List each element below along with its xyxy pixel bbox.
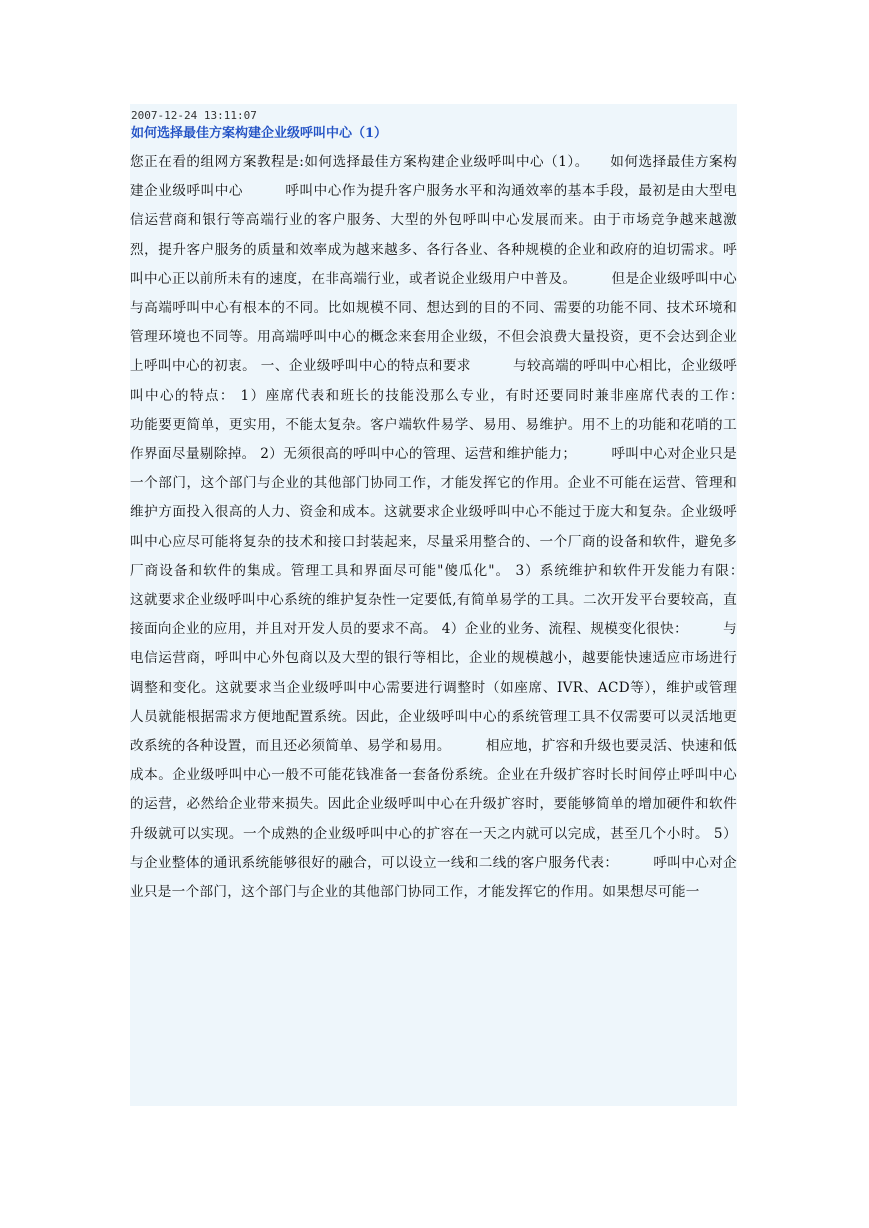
article-title[interactable]: 如何选择最佳方案构建企业级呼叫中心（1） — [131, 126, 388, 141]
post-timestamp: 2007-12-24 13:11:07 — [131, 109, 257, 122]
article-container — [130, 104, 779, 1106]
article-body: 您正在看的组网方案教程是:如何选择最佳方案构建企业级呼叫中心（1）。 如何选择最佳方案构建企业级呼叫中心 呼叫中心作为提升客户服务水平和沟通效率的基本手段，最初是由大型电信运营商和银行等高端行业的客户服务、大型的外包呼叫中心发展而来。由于市场竞争越来越激烈，提升客户服务的质量和效率成为越来越多、各行各业、各种规模的企业和政府的迫切需求。呼叫中心正以前所未有的速度，在非高端行业，或者说企业级用户中普及。 但是企业级呼叫中心与高端呼叫中心有根本的不同。比如规模不同、想达到的目的不同、需要的功能不同、技术环境和管理环境也不同等。用高端呼叫中心的概念来套用企业级，不但会浪费大量投资，更不会达到企业上呼叫中心的初衷。 一、企业级呼叫中心的特点和要求 与较高端的呼叫中心相比，企业级呼叫中心的特点： 1）座席代表和班长的技能没那么专业，有时还要同时兼非座席代表的工作： 功能要更简单，更实用，不能太复杂。客户端软件易学、易用、易维护。用不上的功能和花哨的工作界面尽量剔除掉。 2）无须很高的呼叫中心的管理、运营和维护能力； 呼叫中心对企业只是一个部门，这个部门与企业的其他部门协同工作，才能发挥它的作用。企业不可能在运营、管理和维护方面投入很高的人力、资金和成本。这就要求企业级呼叫中心不能过于庞大和复杂。企业级呼叫中心应尽可能将复杂的技术和接口封装起来，尽量采用整合的、一个厂商的设备和软件，避免多厂商设备和软件的集成。管理工具和界面尽可能"傻瓜化"。 3）系统维护和软件开发能力有限： 这就要求企业级呼叫中心系统的维护复杂性一定要低,有简单易学的工具。二次开发平台要较高，直接面向企业的应用，并且对开发人员的要求不高。 4）企业的业务、流程、规模变化很快： 与电信运营商，呼叫中心外包商以及大型的银行等相比，企业的规模越小，越要能快速适应市场进行调整和变化。这就要求当企业级呼叫中心需要进行调整时（如座席、IVR、ACD等），维护或管理人员就能根据需求方便地配置系统。因此，企业级呼叫中心的系统管理工具不仅需要可以灵活地更改系统的各种设置，而且还必须简单、易学和易用。 相应地，扩容和升级也要灵活、快速和低成本。企业级呼叫中心一般不可能花钱准备一套备份系统。企业在升级扩容时长时间停止呼叫中心的运营，必然给企业带来损失。因此企业级呼叫中心在升级扩容时，要能够简单的增加硬件和软件升级就可以实现。一个成熟的企业级呼叫中心的扩容在一天之内就可以完成，甚至几个小时。 5）与企业整体的通讯系统能够很好的融合，可以设立一线和二线的客户服务代表： 呼叫中心对企业只是一个部门，这个部门与企业的其他部门协同工作，才能发挥它的作用。如果想尽可能一 — [130, 154, 779, 901]
